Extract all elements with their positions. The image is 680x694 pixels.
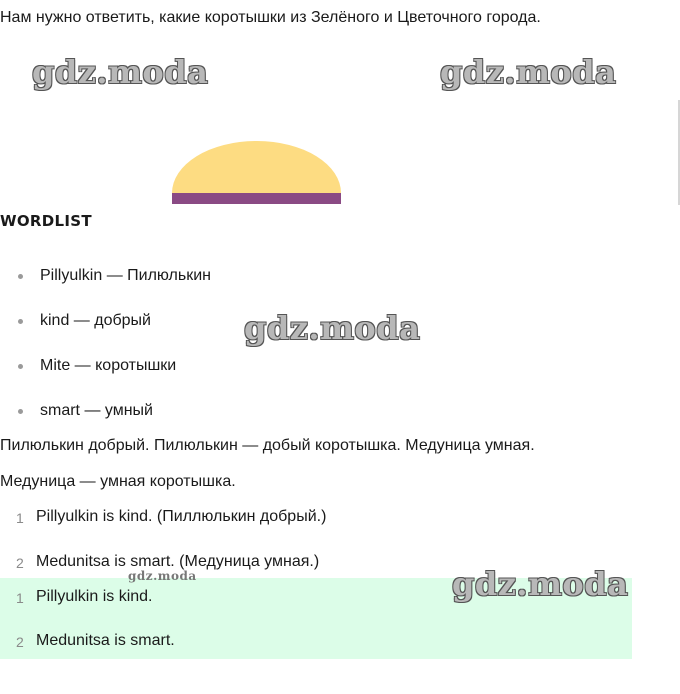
answer-sentence: Medunitsa is smart. xyxy=(36,632,175,649)
bullet-icon xyxy=(18,409,23,414)
watermark: gdz.moda xyxy=(440,53,617,91)
bullet-icon xyxy=(18,319,23,324)
watermark: gdz.moda xyxy=(128,569,197,583)
watermark: gdz.moda xyxy=(32,53,209,91)
answer-number: 1 xyxy=(16,590,24,606)
hat-illustration-top xyxy=(172,141,341,193)
example-number: 1 xyxy=(16,510,24,526)
hat-illustration-band xyxy=(172,193,341,204)
wordlist-item: kind — добрый xyxy=(40,312,151,329)
wordlist-item: smart — умный xyxy=(40,402,153,419)
watermark: gdz.moda xyxy=(452,565,629,603)
wordlist-item: Mite — коротышки xyxy=(40,357,177,374)
bullet-icon xyxy=(18,364,23,369)
example-number: 2 xyxy=(16,555,24,571)
intro-text: Нам нужно ответить, какие коротышки из Зелёного и Цветочного города. xyxy=(0,9,541,26)
answer-number: 2 xyxy=(16,634,24,650)
wordlist-heading: WORDLIST xyxy=(0,212,92,230)
wordlist-item: Pillyulkin — Пилюлькин xyxy=(40,267,211,284)
bullet-icon xyxy=(18,274,23,279)
answer-sentence: Pillyulkin is kind. xyxy=(36,588,153,605)
paragraph: Пилюлькин добрый. Пилюлькин — добый коротышка. Медуница умная. xyxy=(0,437,535,454)
paragraph: Медуница — умная коротышка. xyxy=(0,473,236,490)
example-sentence: Pillyulkin is kind. (Пиллюлькин добрый.) xyxy=(36,508,327,525)
example-sentence: Medunitsa is smart. (Медуница умная.) xyxy=(36,553,320,570)
watermark: gdz.moda xyxy=(244,309,421,347)
